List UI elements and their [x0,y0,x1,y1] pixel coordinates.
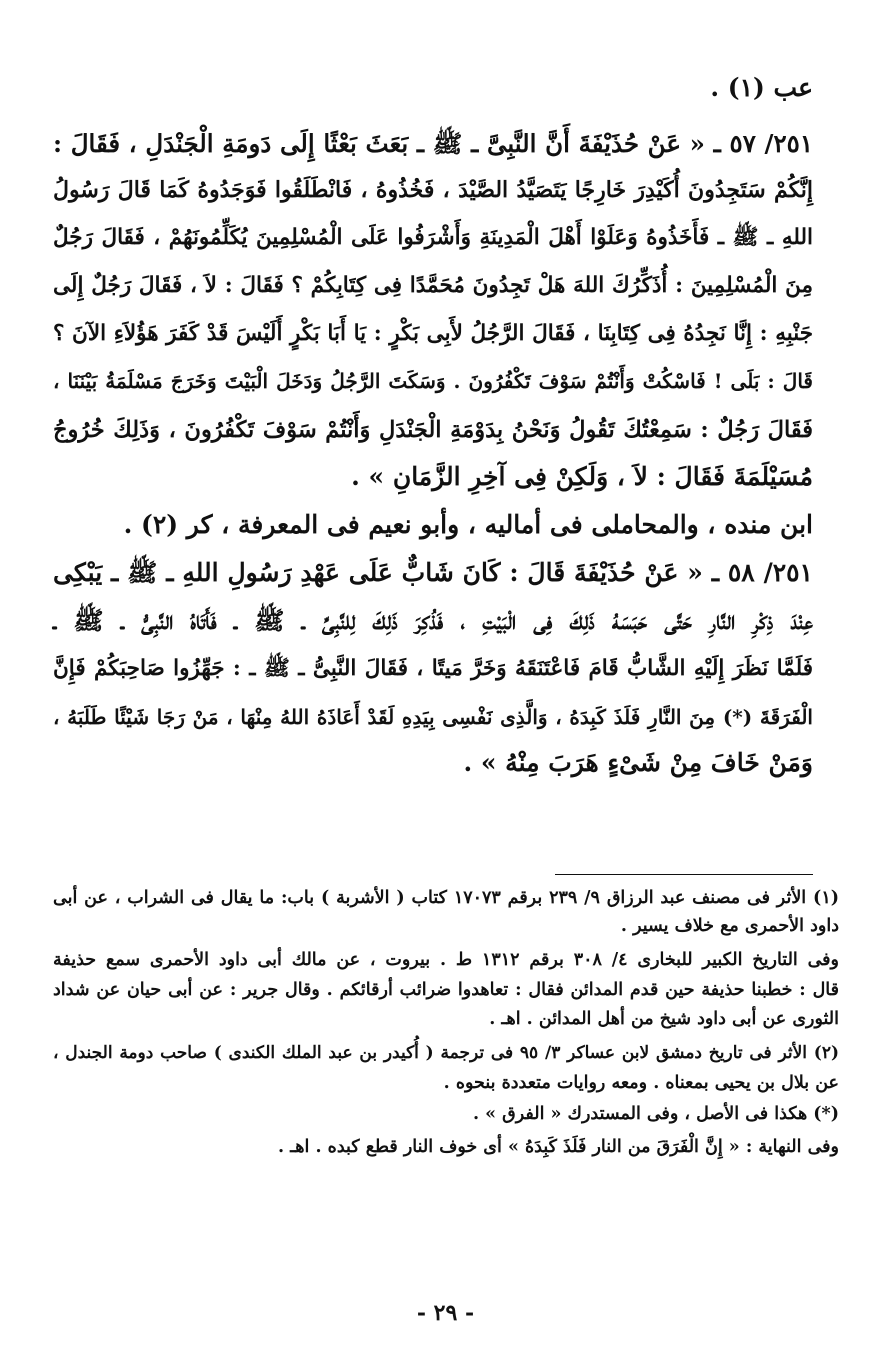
footnote-line: (١) الأثر فى مصنف عبد الرزاق ٩/ ٢٣٩ برقم ١٧٠٧٣ كتاب ( الأشربة ) باب: ما يقال فى الشراب ، عن أبى [53,888,839,908]
hadith-58-line: فَلَمَّا نَظَرَ إِلَيْهِ الشَّابُّ قَامَ فَاعْتَنَقَهُ وَخَرَّ مَيتًا ، فَقَالَ النَّبِىُّ ـ ﷺ ـ : جَهِّزُوا صَاحِبَكُمْ فَإِنَّ [53,656,813,681]
footnote-separator [555,874,813,875]
hadith-57-line: إِنَّكُمْ سَتَجِدُونَ أُكَيْدِرَ خَارِجًا يَتَصَيَّدُ الصَّيْدَ ، فَخُذُوهُ ، فَانْطَلَقُوا فَوَجَدُوهُ كَمَا قَالَ رَسُولُ [53,177,813,203]
footnote-line: داود الأحمرى مع خلاف يسير . [620,916,839,936]
source-line: ابن منده ، والمحاملى فى أماليه ، وأبو نعيم فى المعرفة ، كر (٢) . [123,510,813,539]
footnote-line: وفى النهاية : « إِنَّ الْفَرَقَ من النار فَلَذَ كَبِدَهُ » أى خوف النار قطع كبده . اهـ . [277,1137,839,1157]
hadith-57-line: مُسَيْلَمَةَ فَقَالَ : لاَ ، وَلَكِنْ فِى آخِرِ الزَّمَانِ » . [351,462,813,491]
hadith-57-line: قَالَ : بَلَى ! فَاسْكُتْ وَأَنْتُمْ سَوْفَ تَكْفُرُونَ . وَسَكَتَ الرَّجُلُ وَدَخَلَ الْبَيْتَ وَخَرَجَ مَسْلَمَةُ بَيْنَنَا ، [53,369,813,393]
footnote-line: (*) هكذا فى الأصل ، وفى المستدرك « الفرق » . [472,1104,839,1124]
hadith-57-line: ٢٥١/ ٥٧ ـ « عَنْ حُذَيْفَةَ أَنَّ النَّبِىَّ ـ ﷺ ـ بَعَثَ بَعْثًا إِلَى دَومَةِ الْجَنْدَلِ ، فَقَالَ : [53,129,813,158]
hadith-58-line: عِنْدَ ذِكْرِ النَّارِ حَتَّى حَبَسَهُ ذَلِكَ فِى الْبَيْتِ ، فَذُكِرَ ذَلِكَ لِلنَّبِىِّ ـ ﷺ ـ فَأَتَاهُ النَّبِىُّ ـ ﷺ ـ [53,606,814,635]
footnote-line: وفى التاريخ الكبير للبخارى ٤/ ٣٠٨ برقم ١٣١٢ ط . بيروت ، عن مالك أبى داود الأحمرى سمع حذيفة [53,950,839,970]
hadith-57-line: اللهِ ـ ﷺ ـ فَأَخَذُوهُ وَعَلَوْا أَهْلَ الْمَدِينَةِ وَأَشْرَفُوا عَلَى الْمُسْلِمِينَ يُكَلِّمُونَهُمْ ، فَقَالَ رَجُلٌ [53,225,813,250]
footnote-line: قال : خطبنا حذيفة حين قدم المدائن فقال : تعاهدوا ضرائب أرقائكم . وقال جرير : عن أبى حيان عن شداد [53,980,839,1000]
hadith-58-line: وَمَنْ خَافَ مِنْ شَىْءٍ هَرَبَ مِنْهُ » . [463,748,813,777]
hadith-58-line: الْفَرَقَةَ (*) مِنَ النَّارِ فَلَذَ كَبِدَهُ ، وَالَّذِى نَفْسِى بِيَدِهِ لَقَدْ أَعَاذَهُ اللهُ مِنْهَا ، مَنْ رَجَا شَيْئًا طَلَبَهُ ، [53,705,813,729]
footnote-line: (٢) الأثر فى تاريخ دمشق لابن عساكر ٣/ ٩٥ فى ترجمة ( أُكيدر بن عبد الملك الكندى ) صاحب دومة الجندل ، [53,1043,839,1063]
hadith-57-line: فَقَالَ رَجُلٌ : سَمِعْتُكَ تَقُولُ وَنَحْنُ بِدَوْمَةِ الْجَنْدَلِ وَأَنْتُمْ سَوْفَ تَكْفُرُونَ ، وَذَلِكَ خُرُوجُ [53,417,813,443]
source-line: عب (١) . [710,73,813,102]
footnote-line: الثورى عن أبى داود شيخ من أهل المدائن . اهـ . [489,1009,839,1029]
hadith-57-line: مِنَ الْمُسْلِمِينَ : أُذَكِّرُكَ اللهَ هَلْ تَجِدُونَ مُحَمَّدًا فِى كِتَابِكُمْ ؟ فَقَالَ : لاَ ، فَقَالَ رَجُلٌ إِلَى [53,273,813,298]
footnote-line: عن بلال بن يحيى بمعناه . ومعه روايات متعددة بنحوه . [443,1073,839,1093]
hadith-58-line: ٢٥١/ ٥٨ ـ « عَنْ حُذَيْفَةَ قَالَ : كَانَ شَابٌّ عَلَى عَهْدِ رَسُولِ اللهِ ـ ﷺ ـ يَبْكِى [53,558,813,587]
page-number: - ٢٩ - [416,1300,475,1326]
hadith-57-line: جَنْبِهِ : إِنَّا نَجِدُهُ فِى كِتَابِنَا ، فَقَالَ الرَّجُلُ لأَبِى بَكْرٍ : يَا أَبَا بَكْرٍ أَلَيْسَ قَدْ كَفَرَ هَؤُلاَءِ الآنَ ؟ [53,321,813,346]
